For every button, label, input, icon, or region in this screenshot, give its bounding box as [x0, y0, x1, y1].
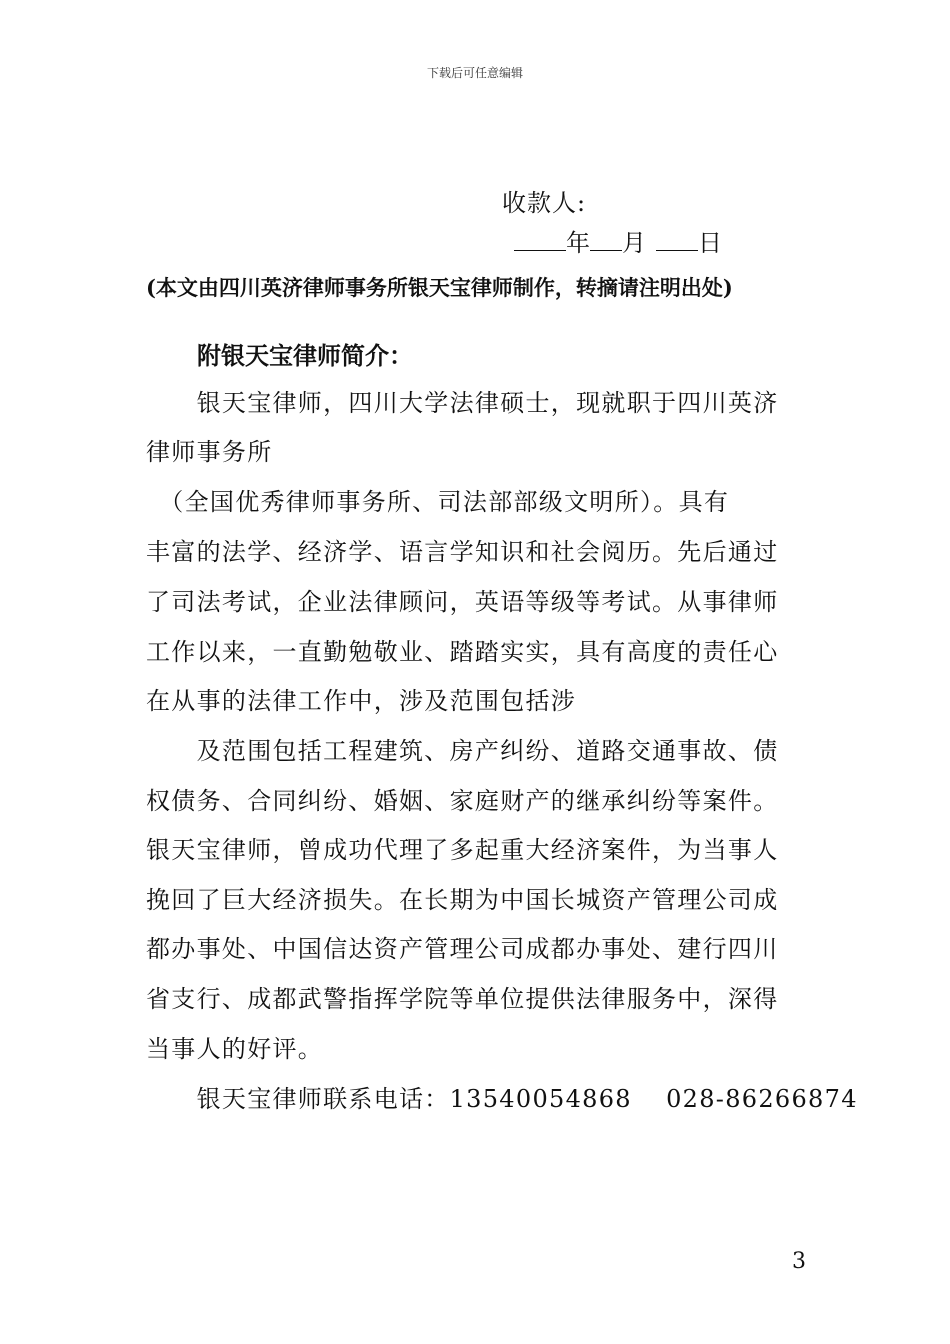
header-note: 下载后可任意编辑: [426, 66, 523, 80]
contact-phone-line: 银天宝律师联系电话：13540054868 028-86266874: [146, 1085, 858, 1113]
month-label: 月: [622, 229, 646, 257]
bio-heading: 附银天宝律师简介：: [197, 341, 413, 370]
source-note: (本文由四川英济律师事务所银天宝律师制作，转摘请注明出处): [146, 275, 733, 300]
bio-line: 挽回了巨大经济损失。在长期为中国长城资产管理公司成: [146, 886, 779, 914]
bio-line: 在从事的法律工作中，涉及范围包括涉: [146, 687, 577, 715]
bio-line: （全国优秀律师事务所、司法部部级文明所）。具有: [146, 488, 730, 516]
bio-line: 及范围包括工程建筑、房产纠纷、道路交通事故、债: [146, 737, 779, 765]
bio-line: 银天宝律师，曾成功代理了多起重大经济案件，为当事人: [146, 836, 779, 864]
day-blank: [656, 228, 698, 251]
month-blank: [590, 228, 622, 251]
date-line: [514, 223, 722, 258]
bio-line: 丰富的法学、经济学、语言学知识和社会阅历。先后通过: [146, 538, 779, 566]
bio-line: 省支行、成都武警指挥学院等单位提供法律服务中，深得: [146, 985, 779, 1013]
bio-line: 都办事处、中国信达资产管理公司成都办事处、建行四川: [146, 935, 779, 963]
year-blank: [514, 228, 566, 251]
bio-line: 工作以来，一直勤勉敬业、踏踏实实，具有高度的责任心: [146, 638, 779, 666]
bio-line: 权债务、合同纠纷、婚姻、家庭财产的继承纠纷等案件。: [146, 787, 779, 815]
day-label: 日: [698, 229, 722, 257]
year-label: 年: [566, 229, 590, 257]
page-number: 3: [792, 1249, 806, 1274]
bio-line: 当事人的好评。: [146, 1035, 324, 1063]
bio-line: 律师事务所: [146, 438, 273, 466]
bio-line: 了司法考试，企业法律顾问，英语等级等考试。从事律师: [146, 588, 779, 616]
bio-line: 银天宝律师，四川大学法律硕士，现就职于四川英济: [146, 389, 779, 417]
payee-label: 收款人:: [502, 189, 587, 217]
